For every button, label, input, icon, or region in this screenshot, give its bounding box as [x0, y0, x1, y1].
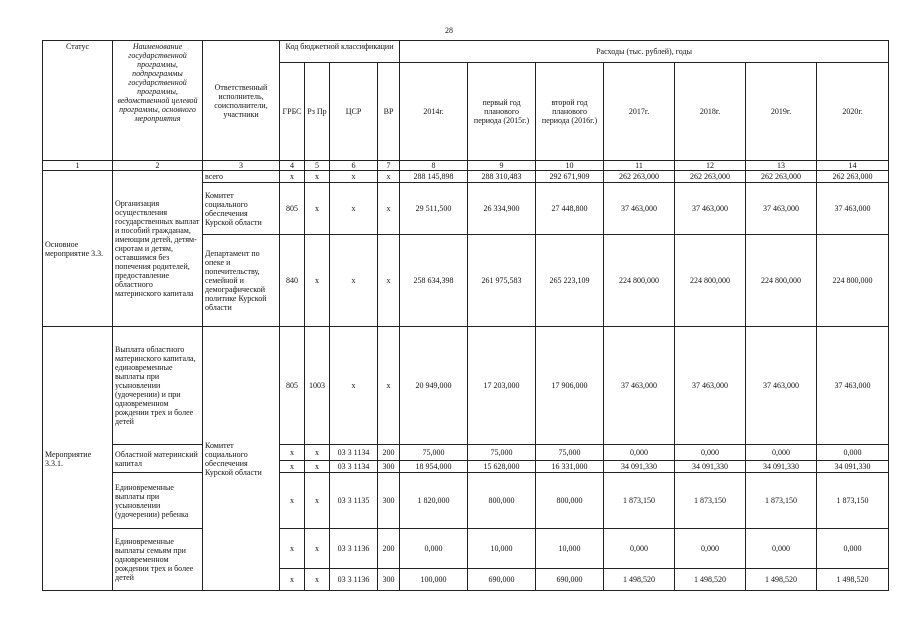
table-row — [43, 327, 889, 445]
value-cell: 224 800,000 — [746, 235, 817, 327]
rzpr-cell: х — [305, 171, 330, 183]
value-cell: 288 310,483 — [468, 171, 536, 183]
responsible-cell: Комитет социального обеспечения Курской области — [203, 183, 280, 235]
col-index: 9 — [468, 161, 536, 171]
col-index: 4 — [280, 161, 305, 171]
vr-cell: 300 — [378, 473, 400, 529]
rzpr-cell: х — [305, 445, 330, 461]
header-responsible: Ответственный исполнитель, соисполнители, участники — [203, 41, 280, 161]
value-cell: 224 800,000 — [675, 235, 746, 327]
value-cell: 27 448,800 — [536, 183, 604, 235]
status-cell: Мероприятие 3.3.1. — [43, 327, 113, 591]
value-cell: 690,000 — [536, 569, 604, 591]
grbs-cell: х — [280, 473, 305, 529]
header-name: Наименование государственной программы, подпрограммы государственной программы, ведомственной целевой программы, основного мероприятия — [113, 41, 203, 161]
value-cell: 262 263,000 — [604, 171, 675, 183]
value-cell: 17 906,000 — [536, 327, 604, 445]
header-expenses: Расходы (тыс. рублей), годы — [400, 41, 889, 63]
header-2018: 2018г. — [675, 63, 746, 161]
col-index: 8 — [400, 161, 468, 171]
value-cell: 1 498,520 — [604, 569, 675, 591]
header-vr: ВР — [378, 63, 400, 161]
vr-cell: 300 — [378, 461, 400, 473]
value-cell: 262 263,000 — [675, 171, 746, 183]
value-cell: 261 975,583 — [468, 235, 536, 327]
header-2015: первый год планового периода (2015г.) — [468, 63, 536, 161]
value-cell: 37 463,000 — [675, 327, 746, 445]
col-index: 5 — [305, 161, 330, 171]
value-cell: 75,000 — [468, 445, 536, 461]
value-cell: 1 498,520 — [817, 569, 889, 591]
value-cell: 0,000 — [817, 445, 889, 461]
header-2019: 2019г. — [746, 63, 817, 161]
value-cell: 37 463,000 — [675, 183, 746, 235]
table-row — [43, 473, 889, 529]
value-cell: 20 949,000 — [400, 327, 468, 445]
rzpr-cell: х — [305, 183, 330, 235]
header-2014: 2014г. — [400, 63, 468, 161]
value-cell: 0,000 — [675, 529, 746, 569]
table-row — [43, 171, 889, 183]
vr-cell: х — [378, 183, 400, 235]
csr-cell: 03 3 1136 — [330, 529, 378, 569]
grbs-cell: х — [280, 529, 305, 569]
name-cell: Областной материнский капитал — [113, 445, 203, 473]
csr-cell: 03 3 1134 — [330, 461, 378, 473]
table-row — [43, 529, 889, 569]
rzpr-cell: х — [305, 529, 330, 569]
value-cell: 224 800,000 — [604, 235, 675, 327]
value-cell: 1 873,150 — [817, 473, 889, 529]
value-cell: 0,000 — [746, 529, 817, 569]
value-cell: 258 634,398 — [400, 235, 468, 327]
rzpr-cell: х — [305, 569, 330, 591]
rzpr-cell: х — [305, 235, 330, 327]
page-number: 28 — [445, 26, 453, 35]
value-cell: 100,000 — [400, 569, 468, 591]
header-budget-code: Код бюджетной классификации — [280, 41, 400, 63]
rzpr-cell: 1003 — [305, 327, 330, 445]
value-cell: 0,000 — [604, 445, 675, 461]
header-csr: ЦСР — [330, 63, 378, 161]
value-cell: 37 463,000 — [817, 327, 889, 445]
col-index: 12 — [675, 161, 746, 171]
value-cell: 17 203,000 — [468, 327, 536, 445]
value-cell: 800,000 — [468, 473, 536, 529]
value-cell: 288 145,898 — [400, 171, 468, 183]
value-cell: 0,000 — [817, 529, 889, 569]
vr-cell: 300 — [378, 569, 400, 591]
header-2016: второй год планового периода (2016г.) — [536, 63, 604, 161]
col-index: 6 — [330, 161, 378, 171]
value-cell: 34 091,330 — [604, 461, 675, 473]
grbs-cell: 805 — [280, 327, 305, 445]
grbs-cell: х — [280, 171, 305, 183]
value-cell: 37 463,000 — [604, 183, 675, 235]
responsible-cell: Департамент по опеке и попечительству, семейной и демографической политике Курской области — [203, 235, 280, 327]
csr-cell: 03 3 1134 — [330, 445, 378, 461]
header-rzpr: Рз Пр — [305, 63, 330, 161]
value-cell: 34 091,330 — [675, 461, 746, 473]
grbs-cell: х — [280, 445, 305, 461]
grbs-cell: х — [280, 461, 305, 473]
csr-cell: х — [330, 327, 378, 445]
csr-cell: х — [330, 171, 378, 183]
responsible-cell: Комитет социального обеспечения Курской области — [203, 327, 280, 591]
name-cell: Единовременные выплаты при усыновлении (удочерении) ребенка — [113, 473, 203, 529]
value-cell: 690,000 — [468, 569, 536, 591]
grbs-cell: 840 — [280, 235, 305, 327]
value-cell: 0,000 — [675, 445, 746, 461]
rzpr-cell: х — [305, 461, 330, 473]
header-2020: 2020г. — [817, 63, 889, 161]
name-cell: Единовременные выплаты семьям при одновременном рождении трех и более детей — [113, 529, 203, 591]
value-cell: 1 873,150 — [604, 473, 675, 529]
value-cell: 224 800,000 — [817, 235, 889, 327]
name-cell: Выплата областного материнского капитала, единовременные выплаты при усыновлении (удочерении) и при одновременном рождении трех и более детей — [113, 327, 203, 445]
vr-cell: 200 — [378, 529, 400, 569]
value-cell: 262 263,000 — [817, 171, 889, 183]
value-cell: 26 334,900 — [468, 183, 536, 235]
grbs-cell: 805 — [280, 183, 305, 235]
csr-cell: 03 3 1136 — [330, 569, 378, 591]
value-cell: 37 463,000 — [746, 183, 817, 235]
table-row — [43, 445, 889, 461]
col-index: 11 — [604, 161, 675, 171]
value-cell: 1 820,000 — [400, 473, 468, 529]
col-index: 7 — [378, 161, 400, 171]
col-index: 13 — [746, 161, 817, 171]
value-cell: 75,000 — [536, 445, 604, 461]
rzpr-cell: х — [305, 473, 330, 529]
header-2017: 2017г. — [604, 63, 675, 161]
value-cell: 262 263,000 — [746, 171, 817, 183]
value-cell: 34 091,330 — [817, 461, 889, 473]
status-cell: Основное мероприятие 3.3. — [43, 171, 113, 327]
value-cell: 16 331,000 — [536, 461, 604, 473]
col-index: 14 — [817, 161, 889, 171]
value-cell: 29 511,500 — [400, 183, 468, 235]
value-cell: 10,000 — [468, 529, 536, 569]
name-cell: Организация осуществления государственных выплат и пособий гражданам, имеющим детей, детям-сиротам и детям, оставшимся без попечения родителей, предоставление областного материнского капитала — [113, 171, 203, 327]
value-cell: 37 463,000 — [604, 327, 675, 445]
grbs-cell: х — [280, 569, 305, 591]
value-cell: 37 463,000 — [746, 327, 817, 445]
value-cell: 800,000 — [536, 473, 604, 529]
csr-cell: 03 3 1135 — [330, 473, 378, 529]
responsible-cell: всего — [203, 171, 280, 183]
vr-cell: 200 — [378, 445, 400, 461]
csr-cell: х — [330, 183, 378, 235]
col-index: 2 — [113, 161, 203, 171]
value-cell: 265 223,109 — [536, 235, 604, 327]
vr-cell: х — [378, 327, 400, 445]
value-cell: 0,000 — [604, 529, 675, 569]
col-index: 3 — [203, 161, 280, 171]
header-grbs: ГРБС — [280, 63, 305, 161]
column-index-row — [43, 161, 889, 171]
vr-cell: х — [378, 235, 400, 327]
value-cell: 1 498,520 — [675, 569, 746, 591]
value-cell: 1 873,150 — [746, 473, 817, 529]
csr-cell: х — [330, 235, 378, 327]
value-cell: 292 671,909 — [536, 171, 604, 183]
col-index: 1 — [43, 161, 113, 171]
header-status: Статус — [43, 41, 113, 161]
value-cell: 34 091,330 — [746, 461, 817, 473]
col-index: 10 — [536, 161, 604, 171]
value-cell: 18 954,000 — [400, 461, 468, 473]
value-cell: 1 873,150 — [675, 473, 746, 529]
vr-cell: х — [378, 171, 400, 183]
value-cell: 75,000 — [400, 445, 468, 461]
value-cell: 1 498,520 — [746, 569, 817, 591]
value-cell: 0,000 — [400, 529, 468, 569]
value-cell: 37 463,000 — [817, 183, 889, 235]
budget-table — [42, 40, 889, 591]
value-cell: 10,000 — [536, 529, 604, 569]
value-cell: 0,000 — [746, 445, 817, 461]
value-cell: 15 628,000 — [468, 461, 536, 473]
